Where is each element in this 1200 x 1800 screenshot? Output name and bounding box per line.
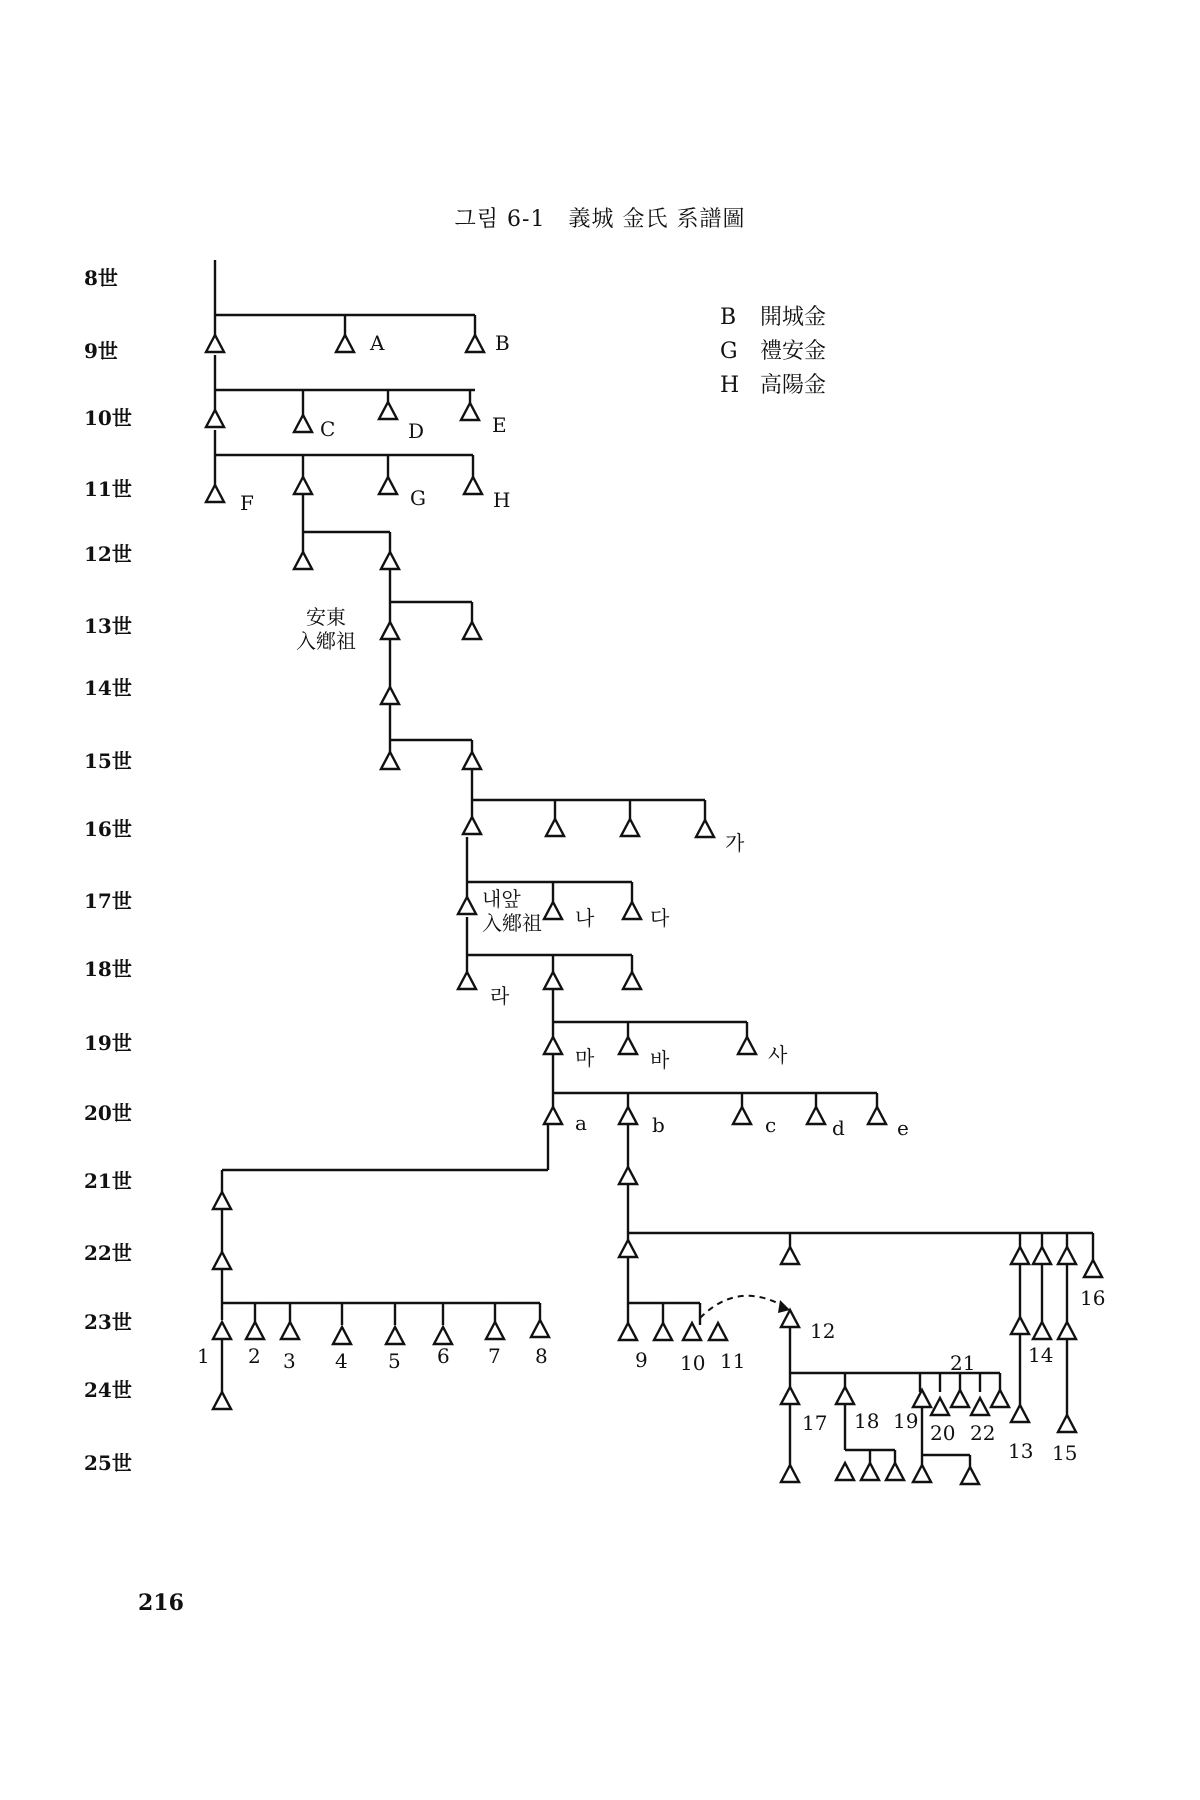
member-label: 15	[1052, 1441, 1078, 1465]
male-member-triangle	[621, 819, 639, 836]
male-member-triangle	[213, 1252, 231, 1269]
male-member-triangle	[931, 1398, 949, 1415]
male-member-triangle	[294, 552, 312, 569]
male-member-triangle	[1033, 1322, 1051, 1339]
male-member-triangle	[381, 622, 399, 639]
member-label: 마	[575, 1046, 595, 1070]
male-member-triangle	[971, 1398, 989, 1415]
legend-key: H	[720, 373, 740, 398]
male-member-triangle	[206, 335, 224, 352]
male-member-triangle	[381, 552, 399, 569]
male-member-triangle	[807, 1107, 825, 1124]
member-label: 3	[283, 1349, 296, 1373]
male-member-triangle	[619, 1167, 637, 1184]
male-member-triangle	[333, 1327, 351, 1344]
male-member-triangle	[781, 1465, 799, 1482]
member-label: 22	[970, 1421, 996, 1445]
member-label: 4	[335, 1349, 348, 1373]
male-member-triangle	[464, 477, 482, 494]
male-member-triangle	[381, 752, 399, 769]
generation-label: 21世	[84, 1169, 132, 1193]
male-member-triangle	[836, 1387, 854, 1404]
male-member-triangle	[461, 403, 479, 420]
legend-value: 高陽金	[760, 373, 827, 398]
generation-label: 11世	[84, 477, 132, 501]
male-member-triangle	[379, 402, 397, 419]
male-member-triangle	[386, 1327, 404, 1344]
male-member-triangle	[213, 1392, 231, 1409]
generation-label: 8世	[84, 266, 118, 290]
member-label: 10	[680, 1351, 706, 1375]
male-member-triangle	[281, 1322, 299, 1339]
member-label: 19	[893, 1409, 919, 1433]
member-label: 11	[720, 1349, 746, 1373]
male-member-triangle	[886, 1463, 904, 1480]
member-label: 2	[248, 1344, 261, 1368]
member-label: 가	[725, 831, 745, 855]
male-member-triangle	[1084, 1260, 1102, 1277]
generation-label: 25世	[84, 1451, 132, 1475]
member-label: G	[410, 486, 426, 510]
male-member-triangle	[463, 622, 481, 639]
member-label: 14	[1028, 1343, 1054, 1367]
male-member-triangle	[463, 817, 481, 834]
male-member-triangle	[213, 1192, 231, 1209]
male-member-triangle	[544, 972, 562, 989]
male-member-triangle	[781, 1247, 799, 1264]
member-label: 9	[635, 1348, 648, 1372]
page-number: 216	[138, 1590, 184, 1616]
male-member-triangle	[1058, 1247, 1076, 1264]
male-member-triangle	[781, 1387, 799, 1404]
male-member-triangle	[294, 477, 312, 494]
andong-founder-note: 安東 入鄕祖	[296, 605, 356, 653]
member-label: 바	[650, 1048, 670, 1072]
male-member-triangle	[206, 410, 224, 427]
member-label: 16	[1080, 1286, 1106, 1310]
generation-label: 10世	[84, 406, 132, 430]
member-label: B	[495, 331, 510, 355]
member-label: H	[493, 488, 511, 512]
member-label: A	[370, 331, 385, 355]
male-member-triangle	[379, 477, 397, 494]
member-label: 다	[650, 906, 670, 930]
male-member-triangle	[544, 1107, 562, 1124]
male-member-triangle	[623, 972, 641, 989]
male-member-triangle	[991, 1390, 1009, 1407]
legend-key: G	[720, 339, 738, 364]
male-member-triangle	[1011, 1247, 1029, 1264]
male-member-triangle	[544, 1037, 562, 1054]
member-label: 20	[930, 1421, 956, 1445]
male-member-triangle	[246, 1322, 264, 1339]
male-member-triangle	[544, 902, 562, 919]
male-member-triangle	[1058, 1322, 1076, 1339]
generation-label: 17世	[84, 889, 132, 913]
male-member-triangle	[951, 1390, 969, 1407]
male-member-triangle	[738, 1037, 756, 1054]
generation-label: 23世	[84, 1310, 132, 1334]
male-member-triangle	[913, 1465, 931, 1482]
male-member-triangle	[336, 335, 354, 352]
member-label: c	[765, 1113, 777, 1137]
member-label: 12	[810, 1319, 836, 1343]
member-label: 나	[575, 906, 595, 930]
member-label: 1	[197, 1344, 210, 1368]
male-member-triangle	[696, 820, 714, 837]
male-member-triangle	[709, 1323, 727, 1340]
male-member-triangle	[619, 1107, 637, 1124]
male-member-triangle	[458, 972, 476, 989]
naeap-founder-note: 내앞 入鄕祖	[482, 887, 542, 935]
male-member-triangle	[294, 415, 312, 432]
member-label: 8	[535, 1344, 548, 1368]
male-member-triangle	[458, 897, 476, 914]
generation-label: 12世	[84, 542, 132, 566]
male-member-triangle	[1011, 1317, 1029, 1334]
generation-label: 19世	[84, 1031, 132, 1055]
legend-key: B	[720, 305, 737, 330]
male-member-triangle	[619, 1240, 637, 1257]
generation-label: 15世	[84, 749, 132, 773]
member-label: 7	[488, 1344, 501, 1368]
male-member-triangle	[1011, 1405, 1029, 1422]
male-member-triangle	[619, 1323, 637, 1340]
member-label: b	[652, 1113, 665, 1137]
male-member-triangle	[961, 1467, 979, 1484]
member-label: 21	[950, 1351, 976, 1375]
member-label: D	[408, 419, 425, 443]
male-member-triangle	[213, 1322, 231, 1339]
male-member-triangle	[546, 819, 564, 836]
member-label: 라	[490, 984, 510, 1008]
member-label: d	[832, 1116, 845, 1140]
male-member-triangle	[733, 1107, 751, 1124]
member-label: F	[240, 491, 254, 515]
member-label: 13	[1008, 1439, 1034, 1463]
male-member-triangle	[836, 1463, 854, 1480]
adoption-arrow	[700, 1296, 790, 1318]
male-member-triangle	[381, 687, 399, 704]
member-label: C	[320, 417, 336, 441]
male-member-triangle	[654, 1323, 672, 1340]
male-member-triangle	[683, 1323, 701, 1340]
generation-label: 18世	[84, 957, 132, 981]
male-member-triangle	[861, 1463, 879, 1480]
male-member-triangle	[206, 485, 224, 502]
male-member-triangle	[913, 1390, 931, 1407]
member-label: 17	[802, 1411, 828, 1435]
male-member-triangle	[434, 1327, 452, 1344]
male-member-triangle	[1058, 1415, 1076, 1432]
legend-value: 禮安金	[760, 339, 827, 364]
male-member-triangle	[463, 752, 481, 769]
generation-label: 14世	[84, 676, 132, 700]
figure-title: 그림 6-1 義城 金氏 系譜圖	[454, 207, 746, 232]
member-label: 사	[768, 1043, 788, 1067]
generation-label: 16世	[84, 817, 132, 841]
member-label: 18	[854, 1409, 880, 1433]
generation-label: 24世	[84, 1378, 132, 1402]
generation-label: 22世	[84, 1241, 132, 1265]
male-member-triangle	[619, 1037, 637, 1054]
male-member-triangle	[466, 335, 484, 352]
generation-label: 13世	[84, 614, 132, 638]
male-member-triangle	[531, 1320, 549, 1337]
member-label: E	[492, 413, 507, 437]
male-member-triangle	[781, 1310, 799, 1327]
member-label: 6	[437, 1344, 450, 1368]
legend-value: 開城金	[760, 305, 827, 330]
member-label: 5	[388, 1349, 401, 1373]
male-member-triangle	[486, 1322, 504, 1339]
generation-label: 20世	[84, 1101, 132, 1125]
male-member-triangle	[623, 902, 641, 919]
member-label: e	[897, 1116, 909, 1140]
male-member-triangle	[868, 1107, 886, 1124]
generation-label: 9世	[84, 339, 118, 363]
male-member-triangle	[1033, 1247, 1051, 1264]
member-label: a	[575, 1111, 587, 1135]
